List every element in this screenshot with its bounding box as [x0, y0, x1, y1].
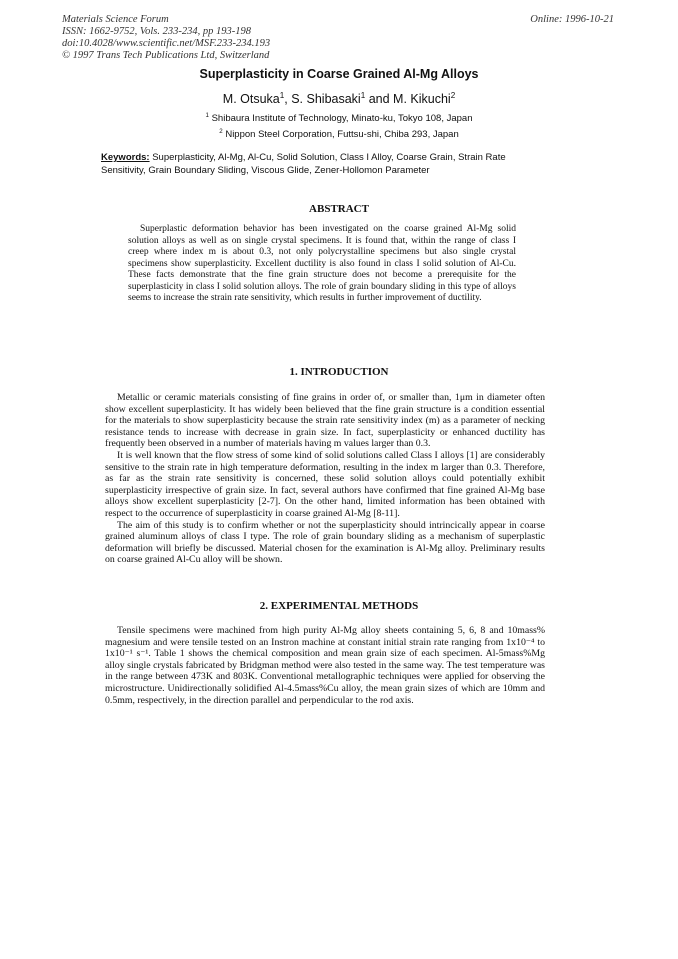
author-separator: , — [284, 92, 292, 106]
copyright-line: © 1997 Trans Tech Publications Ltd, Switzerland — [62, 50, 270, 61]
introduction-heading: 1. INTRODUCTION — [289, 366, 389, 378]
paragraph: It is well known that the flow stress of some kind of solid solutions called Class I alloys [1] are considerably sensitive to the strain rate in high temperature deformation, resulting in the index m larger than 0.3. Therefore, as far as the strain rate sensitivity is concerned, these solid solution alloys could potentially exhibit superplasticity irrespective of grain size. In fact, several authors have confirmed that fine grained Al-Mg base alloys show excellent superplasticity [2-7]. On the other hand, limited information has been obtained with respect to the occurrence of superplasticity in coarse grained Al-Mg [8-11]. — [105, 449, 545, 519]
paragraph: The aim of this study is to confirm whether or not the superplasticity should intrincically appear in coarse grained aluminum alloys of class I type. The role of grain boundary sliding as a mechanism of superplastic deformation will briefly be discussed. Material chosen for the examination is Al-Mg alloy. Preliminary results on coarse grained Al-Cu alloy will be shown. — [105, 519, 545, 566]
abstract-heading: ABSTRACT — [309, 203, 369, 215]
author-affil-sup: 2 — [450, 90, 456, 100]
abstract-text: Superplastic deformation behavior has been investigated on the coarse grained Al-Mg solid solution alloys as well as on single crystal specimens. It is found that, within the range of class I creep where index m is about 0.3, not only polycrystalline specimens but also single crystal specimens show superplasticity. Excellent ductility is also found in class I solid solution of Al-Cu. These facts demonstrate that the fine grain structure does not become a prerequisite for the superplasticity in class I solid solution alloys. The role of grain boundary sliding in this type of alloys seems to increase the strain rate sensitivity, which results in further improvement of ductility. — [128, 224, 516, 303]
paper-title: Superplasticity in Coarse Grained Al-Mg Alloys — [199, 67, 479, 81]
journal-header — [62, 14, 270, 62]
methods-body — [105, 625, 545, 706]
author-name: M. Otsuka — [222, 92, 280, 106]
doi-link[interactable]: doi:10.4028/www.scientific.net/MSF.233-234.193 — [62, 38, 271, 49]
methods-heading: 2. EXPERIMENTAL METHODS — [259, 600, 419, 612]
affil-text: Nippon Steel Corporation, Futtsu-shi, Chiba 293, Japan — [222, 129, 459, 140]
affil-sup: 2 — [219, 127, 223, 135]
keywords-text: Superplasticity, Al-Mg, Al-Cu, Solid Solution, Class I Alloy, Coarse Grain, Strain Rate Sensitivity, Grain Boundary Sliding, Viscous Glide, Zener-Hollomon Parameter — [101, 152, 506, 176]
paragraph: Tensile specimens were machined from high purity Al-Mg alloy sheets containing 5, 6, 8 and 10mass% magnesium and were tensile tested on an Instron machine at constant initial strain rate ranging from 1x10⁻⁴ to 1x10⁻¹ s⁻¹. Table 1 shows the chemical composition and mean grain size of each specimen. Al-5mass%Mg alloy single crystals fabricated by Bridgman method were also tested in the same way. The test temperature was in the range between 473K and 803K. Conventional metallographic techniques were applied for observing the microstructure. Unidirectionally solidified Al-4.5mass%Cu alloy, the mean grain sizes of which are 10mm and 0.5mm, respectively, in the direction parallel and perpendicular to the rod axis. — [105, 625, 545, 706]
introduction-body — [105, 392, 545, 566]
affil-text: Shibaura Institute of Technology, Minato-ku, Tokyo 108, Japan — [208, 113, 473, 124]
journal-name: Materials Science Forum — [62, 14, 169, 25]
paragraph: Metallic or ceramic materials consisting of fine grains in order of, or smaller than, 1μm in diameter often show excellent superplasticity. It has widely been believed that the fine grain structure is a condition essential for the materials to show superplasticity because the strain rate sensitivity index (m) as a parameter of necking resistance tends to increase with decrease in grain size. In fact, superplasticity or enhanced ductility has frequently been observed in a number of materials having m values larger than 0.3. — [105, 392, 545, 450]
author-affil-sup: 1 — [360, 90, 366, 100]
author-affil-sup: 1 — [279, 90, 285, 100]
affiliation-1 — [0, 113, 678, 124]
affiliation-2 — [0, 129, 678, 140]
author-separator: and — [365, 92, 394, 106]
author-list — [0, 92, 678, 106]
author-name: M. Kikuchi — [393, 92, 451, 106]
keywords-label: Keywords: — [101, 152, 150, 163]
author-name: S. Shibasaki — [291, 92, 361, 106]
abstract-body — [128, 224, 516, 305]
affil-sup: 1 — [205, 111, 209, 119]
online-date: Online: 1996-10-21 — [530, 14, 614, 25]
keywords — [101, 152, 549, 177]
issn-line: ISSN: 1662-9752, Vols. 233-234, pp 193-198 — [62, 26, 251, 37]
